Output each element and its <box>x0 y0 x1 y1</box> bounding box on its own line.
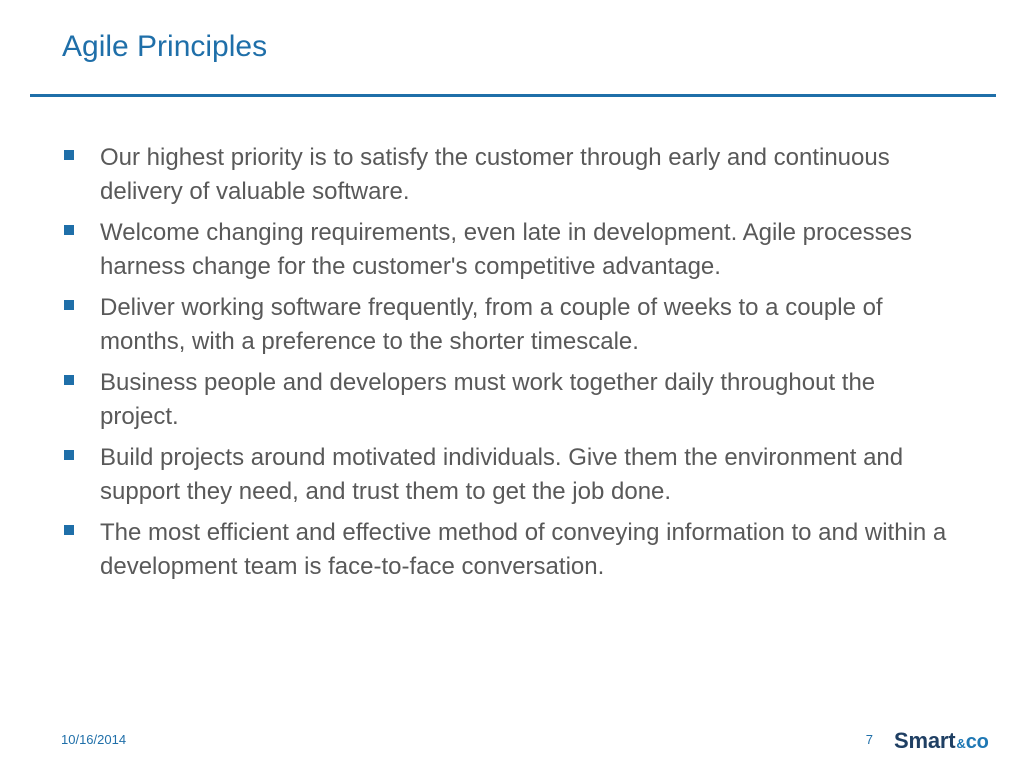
square-bullet-icon <box>64 225 74 235</box>
principle-list-item <box>62 291 952 359</box>
principle-text: Business people and developers must work together daily throughout the project. <box>100 369 876 430</box>
principle-list-item <box>62 141 952 209</box>
logo-co-text: co <box>965 731 989 753</box>
principle-list-item <box>62 516 952 584</box>
square-bullet-icon <box>64 450 74 460</box>
logo-ampersand-text: & <box>956 736 966 751</box>
principle-text: The most efficient and effective method of conveying information to and within a development team is face-to-face conversation. <box>100 519 947 580</box>
principle-text: Our highest priority is to satisfy the customer through early and continuous delivery of valuable software. <box>100 144 890 205</box>
principle-text: Build projects around motivated individuals. Give them the environment and support they need, and trust them to get the job done. <box>100 444 904 505</box>
page-number: 7 <box>865 732 873 747</box>
square-bullet-icon <box>64 300 74 310</box>
square-bullet-icon <box>64 525 74 535</box>
square-bullet-icon <box>64 375 74 385</box>
smart-co-logo <box>894 728 989 754</box>
square-bullet-icon <box>64 150 74 160</box>
principle-list-item <box>62 366 952 434</box>
slide-title: Agile Principles <box>62 30 268 63</box>
logo-smart-text: Smart <box>894 728 956 753</box>
footer-date: 10/16/2014 <box>61 732 127 747</box>
principle-text: Deliver working software frequently, from a couple of weeks to a couple of months, with a preference to the shorter timescale. <box>100 294 883 355</box>
title-divider <box>30 94 996 97</box>
principle-text: Welcome changing requirements, even late in development. Agile processes harness change for the customer's competitive advantage. <box>100 219 913 280</box>
agile-principles-list <box>62 141 952 591</box>
principle-list-item <box>62 441 952 509</box>
principle-list-item <box>62 216 952 284</box>
